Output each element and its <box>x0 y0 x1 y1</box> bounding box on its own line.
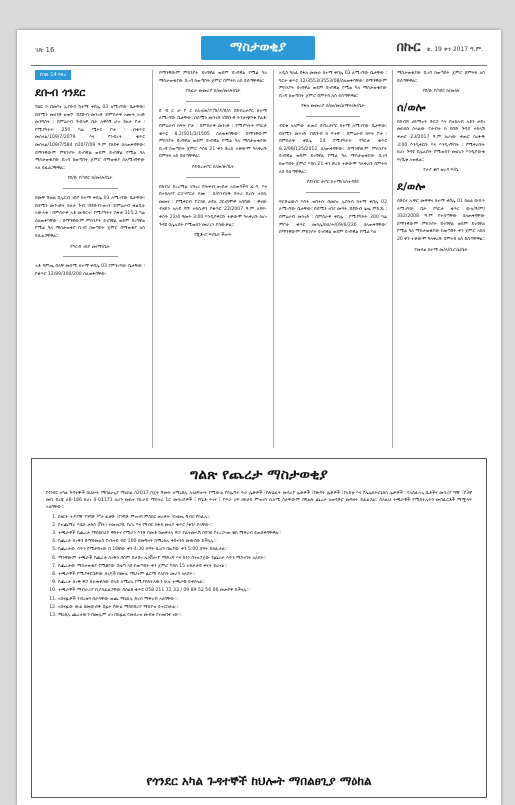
announcement-text: በመቸ ሻወል በኢርብ ገበያ ከተማ ቀበሌ 03 ለሚገኘው ቤታቸው፡ በሰሚን መንገድና ይዞታ ጉብ ፡በደቡብ-ወገን ፡በምዕራብ ቁልቢት አውላቱ ፡ በምስራቅ አቶ መብርተ፡ የሚያካትት ስፋቱ 315.2 ካሬ ሰለጠፋባቸው ፡ በማንኛውም ምክንያት ይገባኛል ወይም ይገባኛል የሚል ካለ ማስታወቂያ ቢገባ ከወጣበት ጀምሮ በማወቂያ ለስ ይፈልጋቸዋል። <box>35 195 145 239</box>
divider <box>63 188 118 189</box>
announcement-signature: የደ/ብር ታቦር ከተማ/አስተዳደር <box>306 180 360 186</box>
announcement-signature: የጂቶ-ሮ ፍ/ቤት ችሎት <box>194 233 232 239</box>
page-number: ገጽ 16 <box>35 46 55 54</box>
announcement-signature: የፋለ መመሪያ ከ/መ/መ/ልማት/ጽ/ቤት <box>301 104 365 110</box>
notice-footer-org: የጎንደር አካል ጉዳተኞች ከህሎት ማበልፀጊያ ማዕከል <box>146 774 372 788</box>
list-item: 2. የተጨማሪ እሴት ታክስ (ቫት) ተመዝጋቢ የሆኑ እና የግብር ከፋይ መለያ ቁጥር /ቲን/ ያላቸው:: <box>58 522 468 529</box>
column-3 <box>279 70 387 448</box>
tender-notice-box <box>31 458 487 798</box>
requirements-list <box>58 514 468 620</box>
list-item: 5. የጨረታው ሳጥን የሚታሸገው በ 16ኛው ቀን 4:30 ሰዓት ሲሆን በዚያው ቀን 5:00 ሰዓት ይከፈታል:: <box>58 546 468 553</box>
announcement-text: አዲስ ዓለፈ በፋለ መመራ ከተማ ቀበሌ 03 ለሚገኘው ቤታቸው ፡ ካርታ ቁጥር 12/3553/3553/08/ሰለጠፋባቸው፡ በማንኛውም ምክንያት ይገባኛል ወይም ይገባኛል የሚል ካለ ማስታወቂያው ቢገባ ከወጣበት ጀምሮ በምትክ ለስ ይሰጣቸዋል። <box>279 71 387 99</box>
column-4 <box>397 70 485 448</box>
list-item: 3. ተጫራቾች የጨረታ ማስከበሪያ ዋስትና የሚሆን እንድ በመቶ ከጠቅላላ ዋጋ ያልተመላሽ በባንክ የተረጋገጠ ቼክ ማቅረብ ይጠበቅባቸዋል:: <box>58 530 468 537</box>
list-item: 1. በዘርፉ ተያያዥ የንግድ ሥራ ፈቃድ ፣የንግድ ምዝገባ ምስክር ወረቀት ፣የዘመኑ ግብር የከፈሉ:: <box>58 514 468 521</box>
announcement-text: በስብሸ ሀይማኖት ድርጋ እና በተክለብ አቶን ታደገ መከሰስ ሰላልው የታብተ ክ ከበድ ጉዳይ ተከላሽ ቀጠሮ 23/2017 ዓ.ም ለሆነው ቀጠሮ ከረፋዱ 3:00 እንዲቀርቡ እና እንዲገኙበት ፡ የሚቀረቡት ከሆነ ጉዳዩ በሌሉበት የሚወሰን መሆኑን እንዲያውቁ ፍ/ቤቱ አዝዟል። <box>397 119 485 163</box>
announcement-signature: የደብረታቦር ከ/መ/ጽ/ቤት <box>191 164 234 170</box>
list-item: 7. የጨረታው ማስታወቂያ የሚቆየው ጋዜጣ ላይ ከወጣበት ቀን ጀምሮ እስከ 15 ተከታታይ ቀናት ይሆናል:: <box>58 563 468 570</box>
announcement-signature: የእርብ ገበያ መ/ማ/ቤት <box>70 244 110 250</box>
announcement-text: በማንኛውም ምክንያት ይገባኛል ወይም ይገባኛል የሚል ካለ ማስታወቂያው ቢገባ ከወጣበት ጀምሮ በምትክ ለስ ይሰጣቸዋል። <box>159 71 267 84</box>
announcement-text: ባህር ኮ በመካነ ኢየሱስ ከተማ ቀበሌ 03 ለሚገኘው ቤታቸው፡ በሰሚን መሀንድ ዘጠኙ ፡በደቡብ መንገድ ፡በምስራቅ አሙት አገድ መንግስት ፡ በምዕራብ ጉብላዎ ቤት አዋሳኝ ሆኖ ይዞታ ቦታ ፡የሚያካትት 250 ካሬ ሜትር ቦታ ፡ በቁጥር መሰላል/109/7/2079 እና የንብረት ቁጥር መሰላል/109/7/584 በ20/7/09 ዓ.ም የጸደቀ ሰለጠፋባቸው፡ በማንኛውም ምክንያት ይገባኛል ወይም ይገባኛል የሚል ካለ ማስታወቂያው ቢገባ ከወጣበት ጀምሮ በማወቂያ ሰለሚገባቸው አለ ይፈልጋቸዋል። <box>35 105 145 171</box>
divider <box>186 101 240 102</box>
divider <box>186 177 240 178</box>
list-item: 11. አሸናፊዎች ንብረቱን በራሳቸው ወጪ ማዕከሉ ድረስ ማቅረብ አለባቸው:: <box>58 596 468 603</box>
announcement-signature: የሳፈራ መመሪያ ከ/መ/መ/ጽ/ቤት <box>185 89 241 95</box>
announcement-signature: የደ/ቡ የ/ጎደር ከ/መ/ጽ <box>422 89 460 95</box>
column-divider <box>392 70 393 448</box>
announcement-text: በክብሪ ይገረማል አሻገረ የሕቀብ ጠብታ አስጠዳችሳ ፈ.ዳ. እና በተክለሃየ ሮፓሃቦርራ ኮሙ ፡ ይ/ስንብ/ዱ ይትሪ ይረሱ ተስኪ መመና ፡ የሚቀርብ ፕሮክክ ታደለ ጋርነሸሞዋ አበባው ፡ ዋናው ብናስን አለብ ግኙ ተክሲዎን የቁጥር 22/2007 ዓ.ም ለይፍ-ቀሰጥ 22/4 ዓመት 3:00 እንዲያቅርቡ ተቃውሞ ካላቀረቡ ከሆነ ጉዳዩ በሌሉበት የሚወሰን መሆኑን ያሳውቃል። <box>159 184 267 228</box>
masthead <box>396 40 483 55</box>
section-banner: ማስታወቂያ <box>201 36 315 60</box>
issue-date: ቁ. 19 ቀን 2017 ዓ.ም. <box>426 46 483 53</box>
column-1 <box>35 70 145 448</box>
section-title: ደቡብ ጎንደር <box>35 86 86 99</box>
announcement-text: ሰድርና ኡዋሮ መዋዋና ከተማ ቀበሌ 01 ከልል ውስጥ ላሚገኘው ቤት የካርታ ቁጥር ውለ/ዓ/ም/ 332/2008 ዓ.ም የተሰጣቸው ሰለጠፋባቸው በማንኛውም ምክንያት ይገባኛል ወይም ይገባኛል የሚል ካለ ማስታወቂያው ከወጣበት ቀን ጀምሮ አስከ 20 ቀን ተቃውሞ ካላቀረቡ በምትክ ለስ ይሰጣቸዋል። <box>397 198 485 242</box>
announcement-text: ደ ብ ር ታ ቦ ር ከ/ዐ/መ/ፖ/ሽ/ዶ/በ/ሰ በደብረታቦር ከተማ ለሚገኘው ቤታቸው፡ በሰሚን መንገድ ፡በደቡብ ትንታጭንቱ የልቶ፡ በምዕራብ ከፍት ቦታ ፡ በምስራቅ መንገድ ፡ የሚያካትት የካርታ ቁጥር 8.2/501/3/1505 ሰለጠፋባቸው፡ በማንኛውም ምክንያት ይገባኛል ወይም ይገባኛል የሚል ካለ ማስታወቂያው ቢገባ ከወጣበት ጀምሮ እስከ 21 ቀን ድረስ ተቃውሞ ካላቀረቡ በምትክ ለስ ይሰጣቸዋል። <box>159 108 267 160</box>
page-header <box>17 30 501 64</box>
list-item: 4. የጨረታ ሰነዱን በማይመለስ የገንዘብ ብር 100 በመግዛት ከማዕከሉ ፋይናንስ መውሰድ ይችላሉ:: <box>58 538 468 545</box>
announcement-signature: የደ/ቡ የ/ጎደር ከ/መ/ጽ/ቤት <box>67 176 113 182</box>
divider <box>306 116 360 117</box>
notice-intro: የጎንደር አካል ጉዳተኞች ከህሎት ማበልፀጊያ ማዕከል በ2017 በጀት ዓመት ለማዕከሉ አገልግሎት የሚውል የስሌጣና ጥራ ሌቃዎች ፣የጽህፈት መሳሪያ ሌቃዎች ፣የጽዳት ሌቃዎች ፣የአይቲ እና የኤሌክትሮኒክስ ሌቃዎች ፡ የአስፈላጊ ቤቶችና መሳሪያ ግዥ ፣የ3ኛ መቢ ደረጃ ለ8-166 ከሆነ 4-01171 ለሆን መኪና የኪራይ ማስተሪ 1ሮ መሳሪያዎች ፣ የቤቶ ጥገና ፣ የጥራ ሪፍ ከክራይ ምዝገባ ሲለሚ ስራቸውም በግልጽ ጨረታ አወዳድሮ መግዛት ይፈልጋል፡፡ ስለዚህ ተጫራቾች የሚከተሉትን መስፈርቶች ማሟላት አለባቸው፡፡ <box>46 491 472 511</box>
list-item: 12. አሸናፊው ውል ከመውሰዱ በፊት የውል ማስከበሪያ ማስያዝ ይኖርበታል:: <box>58 604 468 611</box>
list-item: 9. የጨረታ ሰነዱ ዋጋ ከተጠቀሰው በላይ ለሚሆኑ የሚያስከትለውን ሁሉ ተጫራቹ ይቀበላል:: <box>58 579 468 586</box>
divider <box>306 192 360 193</box>
announcement-text: ማስታወቂያው ቢገባ ከወጣበት ጀምሮ በምትክ ለስ ይሰጣቸዋል። <box>397 71 485 84</box>
notice-title: ግልጽ የጨረታ ማስታወቂያ <box>190 467 328 483</box>
section-title: ደ/ወሎ <box>397 179 426 193</box>
list-item: 13. ማዕከሉ ጨረታውን በሙሉም ሆነ በከፊል የመሰረዝ መብቱ የተጠበቀ ነው:: <box>58 612 468 619</box>
section-title: ሰ/ወሎ <box>397 100 426 114</box>
announcement-text: ብርቱ አለምው ፈጠሮ ደብረታቦር ከተማ ለሚገኘው ቤታቸው፡ በሰሚን መንገድ ፡በደቡብ ክ ፍተኛ ፡ በምዕራብ ክፍት ቦታ ፡በምስራቅ ቀበሌ 14 የሚያካትት የካርታ ቁጥር 8.2/99/125/2012 ሰለጠፋባቸው፡ በማንኛውም ምክንያት ይገባኛል ወይም ይገባኛል የሚል ካለ ማስታወቂያው ቢገባ ከወጣበት ጀምሮ እስከ 21 ቀን ድረስ ተቃውሞ ካላቀረቡ በምትክ ለስ ይሰጣቸዋል። <box>279 123 387 175</box>
announcement-text: ፍርድሬውሶ እስት ዝበተሱ በመከነ ኢየሱስ ከተማ ቀበሌ 02 ለሚገኘው ቤታቸው፡ በሰሚን ገበያ መዓት ፡በደቡብ ጌጤ ምስጋኑ ፡ በምዕራብ መንገድ ፡ በምስራቅ ቀበሌ ፡ የሚያካትት 200 ካሬ ምቦታ ቁጥር መሰሌ/ከሰ/ሖ/09/6/226 ሰለጠፋባቸው፡ በማንኛውም ምክንያት ይገባኛል ወይም ይገባኛል የሚል ካለ <box>279 199 387 236</box>
list-item: 10. ተጫራቾች ማብራሪያ ቢያስፈልጋቸው በስልክ ቁጥር 058 211 72 33 / 09 89 52 56 06 መጠየቅ ይችላሉ:: <box>58 587 468 594</box>
divider <box>63 256 118 257</box>
announcement-signature: የራያ ቆቦ ወረዳ ፍ/ቤ <box>423 168 459 174</box>
column-divider <box>152 70 153 448</box>
newspaper-page <box>17 30 501 805</box>
list-item: 8. ተጫራቾች የሚያቀርቧቸው ሰነዶች በሙሉ ማህተም ፊርማ ያለበት መሆን አለበት:: <box>58 571 468 578</box>
column-divider <box>273 70 274 448</box>
announcement-signature: የመሳል ከተማ መ/ለ/ቢሮ/ፅ/ቤት <box>414 247 468 253</box>
announcement-text: አቶ ዳምጤ በላቸ መሰሚ ከተማ ቀበሌ 03 የምንገኘው ቤታቸው ፡ የቁጥር 12/89/300/200 ሰለጠፋባቸው፡ <box>35 264 145 277</box>
column-2 <box>159 70 267 448</box>
continued-tag: ከገጽ 14 የዞረ <box>35 70 71 80</box>
header-rule <box>31 65 487 66</box>
paper-name: በኩር <box>396 40 421 55</box>
list-item: 6. ማንኛውም ተጫራች የጨረታ ሰነዱን በሰም በታሸገ ኤንቨሎፕ ማድረግ እና ከጎን በተዘጋጀው የጨረታ ሳጥን ማስገባት አለበት:: <box>58 555 468 562</box>
